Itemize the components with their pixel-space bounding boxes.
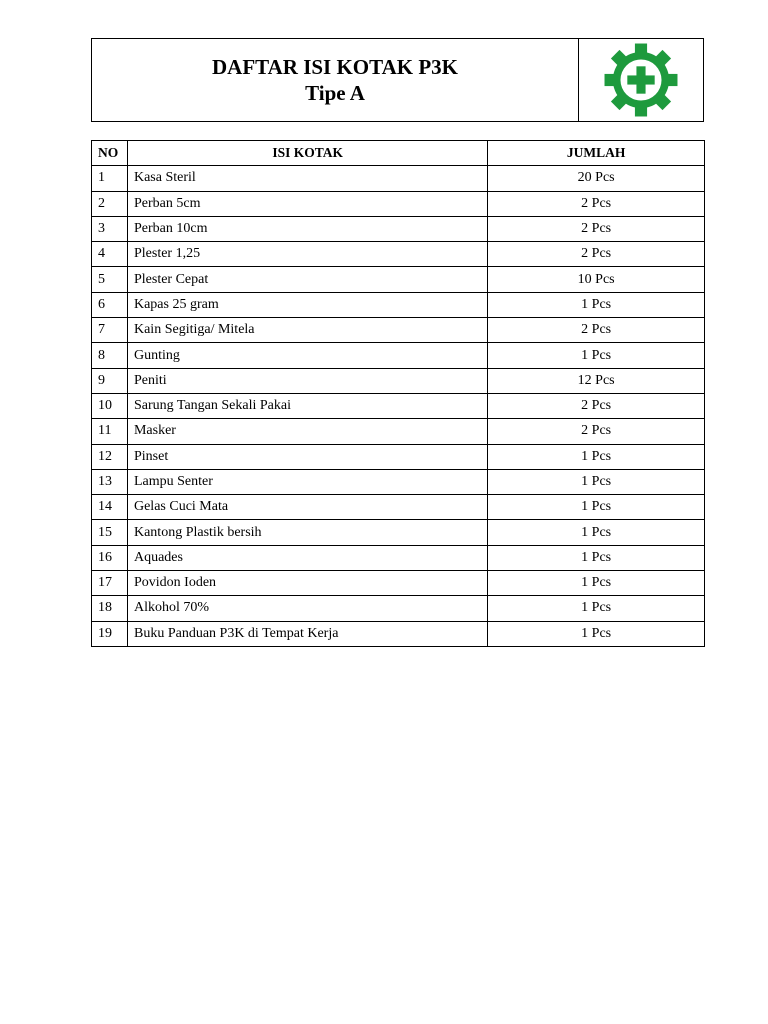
table-row <box>92 469 705 494</box>
table-row <box>92 292 705 317</box>
row-quantity: 1 Pcs <box>488 343 705 368</box>
row-quantity: 2 Pcs <box>488 216 705 241</box>
table-row <box>92 318 705 343</box>
page-title: DAFTAR ISI KOTAK P3K <box>212 55 458 79</box>
table-row <box>92 166 705 191</box>
k3-safety-gear-cross-icon <box>603 42 679 118</box>
row-item-name: Lampu Senter <box>127 469 487 494</box>
row-quantity: 12 Pcs <box>488 368 705 393</box>
table-row <box>92 495 705 520</box>
row-number: 15 <box>92 520 128 545</box>
table-row <box>92 343 705 368</box>
row-item-name: Masker <box>127 419 487 444</box>
row-number: 3 <box>92 216 128 241</box>
row-item-name: Plester 1,25 <box>127 242 487 267</box>
table-row <box>92 596 705 621</box>
row-number: 18 <box>92 596 128 621</box>
row-number: 1 <box>92 166 128 191</box>
row-number: 13 <box>92 469 128 494</box>
table-row <box>92 520 705 545</box>
row-number: 2 <box>92 191 128 216</box>
row-item-name: Gunting <box>127 343 487 368</box>
row-number: 17 <box>92 571 128 596</box>
header-qty: JUMLAH <box>488 141 705 166</box>
header-no: NO <box>92 141 128 166</box>
row-number: 16 <box>92 545 128 570</box>
row-quantity: 10 Pcs <box>488 267 705 292</box>
row-number: 5 <box>92 267 128 292</box>
table-header-row <box>92 141 705 166</box>
row-item-name: Sarung Tangan Sekali Pakai <box>127 393 487 418</box>
table-row <box>92 191 705 216</box>
row-quantity: 2 Pcs <box>488 242 705 267</box>
table-row <box>92 267 705 292</box>
row-quantity: 2 Pcs <box>488 318 705 343</box>
row-item-name: Gelas Cuci Mata <box>127 495 487 520</box>
row-quantity: 1 Pcs <box>488 571 705 596</box>
row-item-name: Pinset <box>127 444 487 469</box>
table-row <box>92 545 705 570</box>
row-item-name: Plester Cepat <box>127 267 487 292</box>
row-item-name: Kain Segitiga/ Mitela <box>127 318 487 343</box>
row-item-name: Perban 10cm <box>127 216 487 241</box>
table-row <box>92 242 705 267</box>
row-quantity: 1 Pcs <box>488 596 705 621</box>
table-row <box>92 393 705 418</box>
row-number: 14 <box>92 495 128 520</box>
row-number: 10 <box>92 393 128 418</box>
document-header <box>91 38 704 122</box>
row-number: 4 <box>92 242 128 267</box>
table-body <box>92 166 705 647</box>
row-quantity: 1 Pcs <box>488 469 705 494</box>
row-quantity: 1 Pcs <box>488 292 705 317</box>
row-item-name: Peniti <box>127 368 487 393</box>
row-quantity: 2 Pcs <box>488 393 705 418</box>
row-item-name: Aquades <box>127 545 487 570</box>
table-row <box>92 368 705 393</box>
row-item-name: Alkohol 70% <box>127 596 487 621</box>
first-aid-contents-table <box>91 140 705 647</box>
title-cell <box>92 39 579 121</box>
row-quantity: 2 Pcs <box>488 419 705 444</box>
row-quantity: 1 Pcs <box>488 444 705 469</box>
row-number: 11 <box>92 419 128 444</box>
row-quantity: 1 Pcs <box>488 621 705 646</box>
row-quantity: 1 Pcs <box>488 495 705 520</box>
row-number: 19 <box>92 621 128 646</box>
table-row <box>92 621 705 646</box>
row-item-name: Kantong Plastik bersih <box>127 520 487 545</box>
row-number: 12 <box>92 444 128 469</box>
row-quantity: 2 Pcs <box>488 191 705 216</box>
header-item: ISI KOTAK <box>127 141 487 166</box>
row-item-name: Buku Panduan P3K di Tempat Kerja <box>127 621 487 646</box>
table-row <box>92 571 705 596</box>
table-row <box>92 444 705 469</box>
row-number: 6 <box>92 292 128 317</box>
row-number: 9 <box>92 368 128 393</box>
row-quantity: 1 Pcs <box>488 545 705 570</box>
table-row <box>92 419 705 444</box>
row-item-name: Kasa Steril <box>127 166 487 191</box>
table-row <box>92 216 705 241</box>
row-quantity: 1 Pcs <box>488 520 705 545</box>
row-number: 8 <box>92 343 128 368</box>
row-number: 7 <box>92 318 128 343</box>
logo-cell <box>579 39 703 121</box>
row-quantity: 20 Pcs <box>488 166 705 191</box>
row-item-name: Kapas 25 gram <box>127 292 487 317</box>
row-item-name: Perban 5cm <box>127 191 487 216</box>
row-item-name: Povidon Ioden <box>127 571 487 596</box>
page-subtitle: Tipe A <box>305 81 365 105</box>
